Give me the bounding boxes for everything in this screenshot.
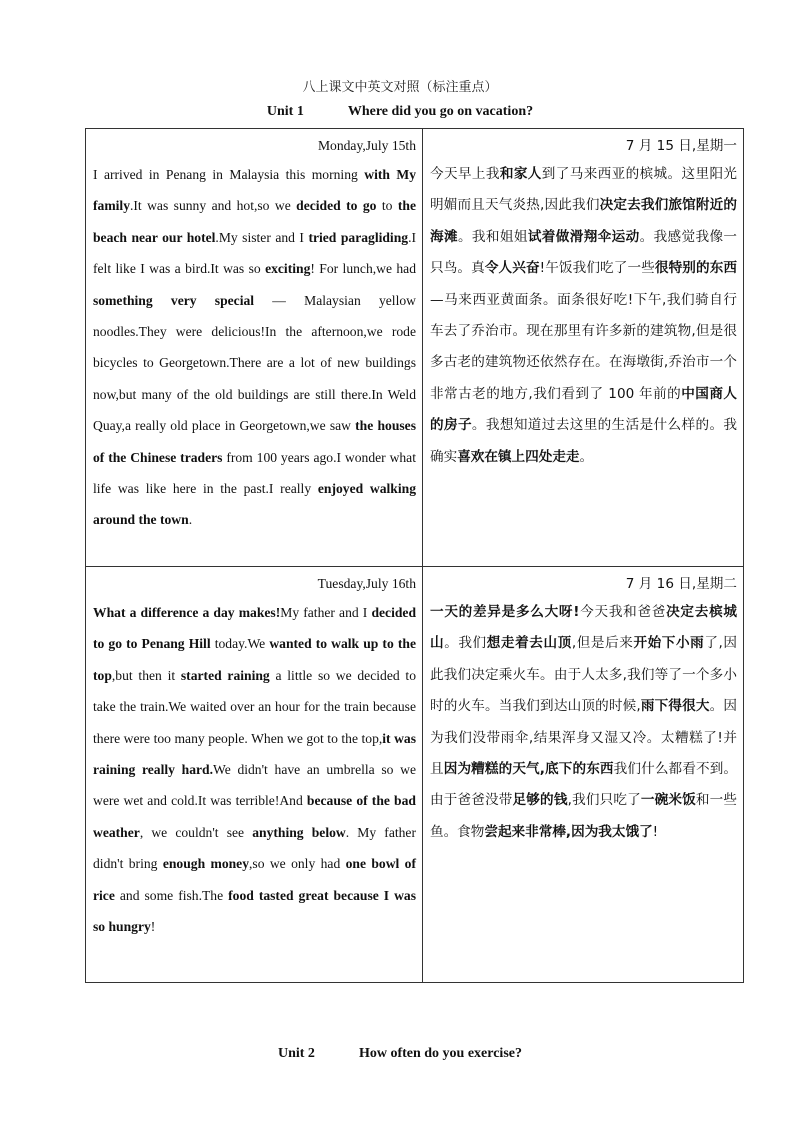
key-phrase: because of the bad weather bbox=[93, 793, 416, 840]
text-segment: .I felt like I was a bird.It was so bbox=[93, 229, 417, 277]
key-phrase: 决定去我们旅馆附近的海滩 bbox=[430, 197, 737, 245]
key-phrase: 一碗米饭 bbox=[640, 792, 696, 809]
entry-date-zh: 7 月 16 日,星期二 bbox=[625, 576, 737, 592]
english-passage bbox=[93, 597, 416, 942]
key-phrase: 因为糟糕的天气,底下的东西 bbox=[443, 761, 614, 778]
text-segment: ,我们只吃了 bbox=[567, 792, 641, 809]
key-phrase: 很特别的东西 bbox=[654, 260, 738, 277]
text-segment: .My sister and I bbox=[215, 229, 309, 245]
text-segment: I arrived in Penang in Malaysia this morning bbox=[93, 167, 365, 182]
entry-date-en: Tuesday,July 16th bbox=[317, 576, 416, 591]
key-phrase: 和家人 bbox=[499, 166, 542, 182]
text-segment: 。我们 bbox=[444, 635, 487, 652]
english-passage bbox=[93, 159, 416, 536]
key-phrase: enjoyed walking around the town bbox=[93, 481, 416, 528]
document-title: 八上课文中英文对照（标注重点） bbox=[302, 80, 498, 95]
key-phrase: tried paragliding bbox=[308, 229, 409, 245]
text-segment: from 100 years ago.I wonder what life was like here in the past.I really bbox=[93, 449, 416, 497]
unit-number: Unit 2 bbox=[277, 1046, 315, 1061]
unit-2-heading bbox=[0, 1046, 800, 1062]
key-phrase: 喜欢在镇上四处走走 bbox=[457, 448, 580, 465]
text-segment: 。因为我们没带雨伞,结果浑身又湿又冷。太糟糕了!并且 bbox=[430, 698, 737, 778]
text-segment: 。我感觉我像一只鸟。真 bbox=[430, 228, 738, 277]
text-segment: ! bbox=[150, 919, 156, 935]
text-segment: — Malaysian yellow noodles.They were delicious!In the afternoon,we rode bicycles to Georgetown.There are a lot of new buildings now,but many of the old buildings are still there.In Weld Quay,a really old place in Georgetown,we saw bbox=[93, 292, 416, 434]
text-segment: 今天我和爸爸 bbox=[579, 604, 667, 620]
text-segment: ,but then it bbox=[111, 667, 181, 683]
chinese-cell bbox=[423, 567, 744, 983]
text-segment: My father and I bbox=[280, 605, 372, 620]
key-phrase: exciting bbox=[265, 261, 311, 277]
chinese-passage bbox=[430, 159, 737, 473]
text-segment: today.We bbox=[210, 636, 270, 652]
key-phrase: anything below bbox=[252, 824, 346, 840]
key-phrase: with My family bbox=[93, 167, 416, 214]
table-row bbox=[86, 567, 744, 983]
key-phrase: 想走着去山顶 bbox=[486, 635, 572, 652]
key-phrase: the beach near our hotel bbox=[93, 198, 416, 245]
key-phrase: decided to go to Penang Hill bbox=[93, 605, 417, 652]
key-phrase: 一天的差异是多么大呀! bbox=[430, 604, 580, 620]
key-phrase: started raining bbox=[180, 667, 270, 683]
text-segment: ! For lunch,we had bbox=[310, 261, 416, 277]
key-phrase: 决定去槟城山 bbox=[430, 604, 737, 652]
unit-title: How often do you exercise? bbox=[358, 1046, 522, 1061]
text-segment: 我们什么都看不到。由于爸爸没带 bbox=[430, 761, 738, 809]
text-segment: 。我和姐姐 bbox=[457, 228, 528, 245]
english-cell bbox=[86, 129, 423, 567]
text-segment: and some fish.The bbox=[114, 887, 229, 903]
entry-date-zh: 7 月 15 日,星期一 bbox=[625, 138, 737, 154]
key-phrase: 雨下得很大 bbox=[640, 698, 710, 715]
text-segment: ,但是后来 bbox=[571, 635, 634, 652]
key-phrase: food tasted great because I was so hungry bbox=[93, 887, 416, 935]
key-phrase: 开始下小雨 bbox=[633, 635, 705, 652]
chinese-cell bbox=[423, 129, 744, 567]
key-phrase: the houses of the Chinese traders bbox=[93, 418, 416, 465]
text-segment: We didn't have an umbrella so we were wet and cold.It was terrible!And bbox=[93, 762, 416, 809]
table-row bbox=[86, 129, 744, 567]
text-segment: 。 bbox=[579, 448, 594, 465]
unit-number: Unit 1 bbox=[266, 104, 304, 119]
key-phrase: 令人兴奋 bbox=[484, 260, 540, 277]
key-phrase: one bowl of rice bbox=[93, 856, 417, 903]
unit-1-heading bbox=[0, 104, 800, 120]
text-segment: .It was sunny and hot,so we bbox=[130, 198, 297, 214]
key-phrase: it was raining really hard. bbox=[93, 730, 416, 778]
key-phrase: 中国商人的房子 bbox=[430, 385, 737, 434]
text-segment: ! bbox=[652, 823, 659, 840]
text-segment: . bbox=[188, 512, 193, 528]
key-phrase: 足够的钱 bbox=[512, 792, 568, 809]
text-segment: to bbox=[376, 198, 398, 214]
key-phrase: enough money bbox=[162, 856, 250, 872]
key-phrase: something very special bbox=[93, 292, 255, 308]
text-segment: ,so we only had bbox=[249, 856, 346, 872]
text-segment: 和一些鱼。食物 bbox=[430, 792, 737, 840]
text-segment: !午饭我们吃了一些 bbox=[539, 260, 655, 277]
bilingual-text-table bbox=[85, 128, 744, 983]
text-segment: 。我想知道过去这里的生活是什么样的。我确实 bbox=[430, 417, 738, 465]
text-segment: 今天早上我 bbox=[430, 166, 500, 182]
key-phrase: 尝起来非常棒,因为我太饿了 bbox=[484, 823, 653, 840]
text-segment: 了,因此我们决定乘火车。由于人太多,我们等了一个多小时的火车。当我们到达山顶的时候, bbox=[430, 635, 738, 715]
key-phrase: 试着做滑翔伞运动 bbox=[527, 228, 640, 245]
unit-title: Where did you go on vacation? bbox=[347, 104, 534, 119]
key-phrase: decided to go bbox=[296, 198, 377, 214]
text-segment: . My father didn't bring bbox=[93, 824, 416, 872]
key-phrase: What a difference a day makes! bbox=[93, 605, 281, 620]
key-phrase: wanted to walk up to the top bbox=[93, 636, 416, 683]
text-segment: a little so we decided to take the train.We waited over an hour for the train because there were too many people. When we got to the top, bbox=[93, 667, 416, 746]
english-cell bbox=[86, 567, 423, 983]
entry-date-en: Monday,July 15th bbox=[317, 138, 416, 153]
text-segment: , we couldn't see bbox=[139, 824, 253, 840]
text-segment: —马来西亚黄面条。面条很好吃!下午,我们骑自行车去了乔治市。现在那里有许多新的建筑物,但是很多古老的建筑物还依然存在。在海墩街,乔治市一个非常古老的地方,我们看到了 100 年前的 bbox=[430, 291, 737, 402]
chinese-passage bbox=[430, 597, 737, 848]
text-segment: 到了马来西亚的槟城。这里阳光明媚而且天气炎热,因此我们 bbox=[430, 166, 738, 214]
